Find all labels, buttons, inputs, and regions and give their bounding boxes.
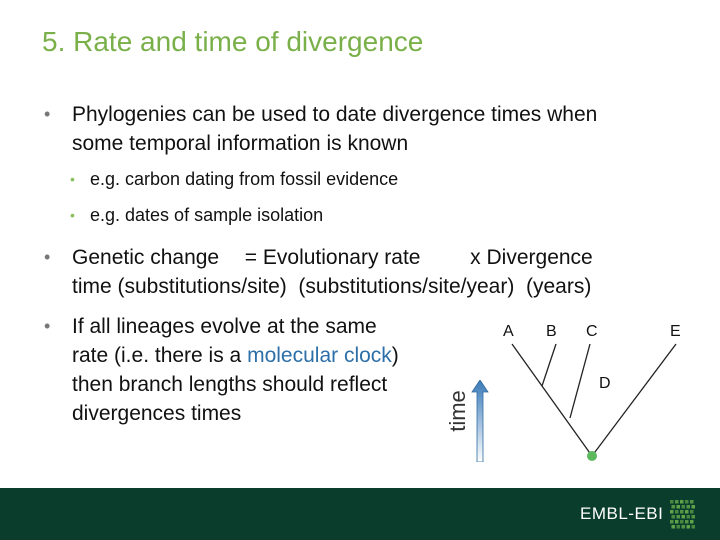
bullet-text-line: Phylogenies can be used to date divergence times when (72, 103, 598, 126)
slide-title: 5. Rate and time of divergence (42, 26, 424, 57)
bullet-dot: • (44, 104, 51, 124)
bullet-dot: • (44, 316, 51, 336)
logo-cube (682, 525, 686, 529)
bullet-phylogenies (44, 100, 598, 158)
sub-bullet-carbon-dating (70, 167, 399, 191)
tree-branch-e (592, 344, 676, 456)
bullet-genetic-change (44, 243, 593, 301)
logo-cube (670, 520, 674, 524)
logo-cube (677, 505, 681, 509)
tree-label-e: E (670, 323, 681, 340)
logo-cube (685, 510, 689, 514)
bullet-text-line: some temporal information is known (72, 132, 409, 155)
logo-cube (675, 520, 679, 524)
sub-bullet-text: e.g. carbon dating from fossil evidence (90, 169, 399, 189)
equation-line (72, 243, 593, 272)
logo-cube (685, 500, 689, 504)
tree-branch-a (512, 344, 592, 456)
logo-cube (672, 525, 676, 529)
logo-cube (687, 505, 691, 509)
logo-cube (685, 520, 689, 524)
logo-cube (687, 515, 691, 519)
logo-cube (672, 515, 676, 519)
logo-cube (675, 510, 679, 514)
bullet-text-line: then branch lengths should reflect (72, 373, 388, 396)
tree-label-c: C (586, 323, 598, 340)
sub-bullet-dot: • (70, 207, 75, 223)
root-node (587, 451, 597, 461)
logo-cube (672, 505, 676, 509)
bullet-text-line: divergences times (72, 402, 242, 425)
text-segment: ) (391, 344, 399, 367)
molecular-clock-link[interactable]: molecular clock (247, 344, 392, 367)
footer-bar (0, 488, 720, 540)
bullet-text-line (72, 341, 399, 370)
time-arrow-icon (470, 380, 490, 462)
tree-label-a: A (503, 323, 514, 340)
logo-cube (677, 515, 681, 519)
sub-bullet-sample-isolation (70, 203, 324, 227)
equation-units-line: time (substitutions/site) (substitutions/site/year) (years) (72, 275, 592, 298)
sub-bullet-text: e.g. dates of sample isolation (90, 205, 324, 225)
logo-cube (687, 525, 691, 529)
logo-cube (670, 500, 674, 504)
equation-divergence: x Divergence (470, 246, 593, 269)
tree-branch-c (570, 344, 590, 418)
embl-ebi-logo-icon (668, 497, 698, 533)
tree-label-b: B (546, 323, 557, 340)
time-axis-label: time (444, 390, 470, 432)
logo-cube (692, 525, 696, 529)
logo-cube (682, 515, 686, 519)
logo-cube (680, 520, 684, 524)
logo-cube (692, 505, 696, 509)
logo-cube (690, 510, 694, 514)
brand-name: EMBL-EBI (580, 504, 664, 523)
logo-cube (675, 500, 679, 504)
sub-bullet-dot: • (70, 171, 75, 187)
tree-label-d: D (599, 375, 611, 392)
bullet-dot: • (44, 247, 51, 267)
equation-evolutionary-rate: = Evolutionary rate (244, 246, 421, 269)
logo-cube (690, 520, 694, 524)
logo-cube (677, 525, 681, 529)
logo-cube (690, 500, 694, 504)
logo-cube (680, 500, 684, 504)
logo-cube (682, 505, 686, 509)
logo-cube (670, 510, 674, 514)
text-segment: rate (i.e. there is a (72, 344, 248, 367)
logo-cube (680, 510, 684, 514)
bullet-lineages (44, 312, 399, 428)
bullet-text-line: If all lineages evolve at the same (72, 315, 377, 338)
tree-branch-b (542, 344, 556, 386)
logo-cube (692, 515, 696, 519)
phylogenetic-tree (490, 330, 700, 470)
equation-genetic-change: Genetic change (72, 246, 220, 269)
